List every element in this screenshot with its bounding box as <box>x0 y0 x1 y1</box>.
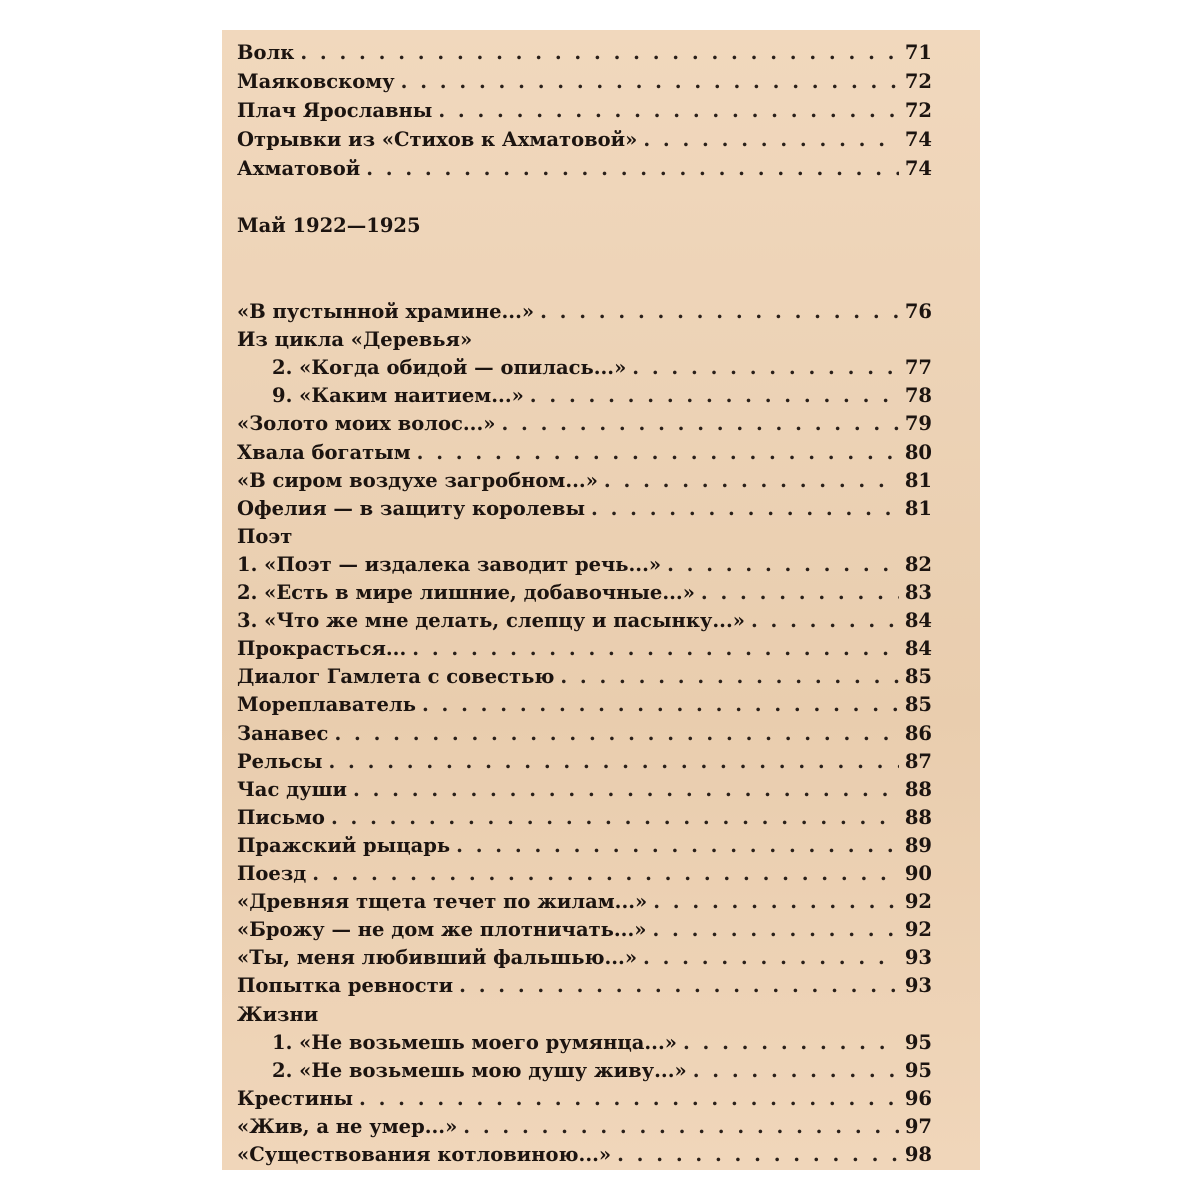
dot-leader <box>560 662 899 691</box>
toc-entry-title: 2. «Не возьмешь мою душу живу...» <box>272 1058 687 1082</box>
toc-entry <box>237 38 932 67</box>
toc-entry-page: 95 <box>904 1030 932 1054</box>
dot-leader <box>353 775 899 804</box>
toc-entry-title: «Ты, меня любивший фальшью...» <box>237 946 638 970</box>
toc-entry-title: Офелия — в защиту королевы <box>237 496 585 520</box>
dot-leader <box>540 297 899 326</box>
toc-entry-page: 71 <box>904 41 932 64</box>
toc-entry-title: Час души <box>237 777 348 801</box>
toc-entry <box>237 887 932 916</box>
toc-entry <box>237 578 932 607</box>
dot-leader <box>643 125 899 154</box>
dot-leader <box>412 634 899 663</box>
toc-group-heading <box>237 522 932 551</box>
toc-entry-title: «Существования котловиною...» <box>237 1143 612 1166</box>
toc-entry-title: Из цикла «Деревья» <box>237 328 473 352</box>
toc-entry <box>237 438 932 467</box>
book-page <box>222 30 980 1170</box>
dot-leader <box>632 353 899 382</box>
dot-leader <box>604 466 899 495</box>
dot-leader <box>331 803 899 832</box>
toc-entry-title: «Жив, а не умер...» <box>237 1114 458 1138</box>
toc-entry <box>237 943 932 972</box>
toc-entry-page: 92 <box>904 918 932 942</box>
toc-entry <box>237 550 932 579</box>
toc-entry <box>237 831 932 860</box>
toc-entry-page: 88 <box>904 777 932 801</box>
toc-entry-title: Письмо <box>237 805 325 829</box>
toc-entry-title: 9. «Каким наитием...» <box>272 384 524 408</box>
dot-leader <box>693 1056 899 1085</box>
toc-entry-title: «Брожу — не дом же плотничать...» <box>237 918 647 942</box>
toc-entry-title: Пражский рыцарь <box>237 833 451 857</box>
dot-leader <box>591 494 899 523</box>
dot-leader <box>751 606 899 635</box>
toc-entry <box>272 1028 932 1057</box>
dot-leader <box>530 381 899 410</box>
dot-leader <box>417 438 899 467</box>
toc-entry-page: 72 <box>904 70 932 93</box>
dot-leader <box>401 67 899 96</box>
dot-leader <box>359 1084 899 1113</box>
toc-entry-page: 84 <box>904 637 932 661</box>
toc-entry <box>237 466 932 495</box>
toc-entry-title: Поэт <box>237 524 293 548</box>
toc-entry-page: 92 <box>904 890 932 914</box>
toc-entry <box>237 690 932 719</box>
toc-entry-title: Диалог Гамлета с совестью <box>237 665 555 689</box>
toc-entry-title: Поезд <box>237 862 307 885</box>
dot-leader <box>667 550 899 579</box>
dot-leader <box>617 1140 899 1169</box>
dot-leader <box>643 943 899 972</box>
toc-entry-page: 96 <box>904 1086 932 1110</box>
toc-entry-title: Рельсы <box>237 749 323 773</box>
toc-entry <box>237 775 932 804</box>
toc-entry-page: 74 <box>904 157 932 180</box>
toc-entry <box>237 96 932 125</box>
toc-entry-page: 90 <box>904 862 932 885</box>
toc-entry-page: 83 <box>904 581 932 604</box>
toc-entry <box>237 494 932 523</box>
toc-entry-title: Ахматовой <box>237 157 361 180</box>
toc-entry-page: 84 <box>904 609 932 633</box>
toc-entry <box>237 67 932 96</box>
toc-entry-page: 85 <box>904 693 932 717</box>
toc-entry-title: Попытка ревности <box>237 974 454 998</box>
toc-entry <box>237 606 932 635</box>
toc-entry-title: Мореплаватель <box>237 693 416 717</box>
toc-entry-page: 95 <box>904 1058 932 1082</box>
toc-entry <box>272 381 932 410</box>
toc-entry <box>237 971 932 1000</box>
toc-entry <box>237 803 932 832</box>
toc-entry-title: «Древняя тщета течет по жилам...» <box>237 890 648 914</box>
toc-entry <box>237 634 932 663</box>
toc-entry-page: 76 <box>904 300 932 323</box>
toc-entry-title: 1. «Поэт — издалека заводит речь...» <box>237 552 662 576</box>
toc-entry <box>272 353 932 382</box>
toc-entry-title: Волк <box>237 41 295 64</box>
toc-entry <box>237 915 932 944</box>
toc-entry-title: «Золото моих волос...» <box>237 412 496 436</box>
toc-entry-title: Прокрасться... <box>237 637 407 661</box>
toc-entry-title: 2. «Когда обидой — опилась...» <box>272 356 627 380</box>
toc-entry-title: Занавес <box>237 721 329 745</box>
dot-leader <box>652 915 898 944</box>
dot-leader <box>501 409 898 438</box>
toc-entry-page: 93 <box>904 974 932 998</box>
toc-entry-page: 85 <box>904 665 932 689</box>
toc-entry-title: Хвала богатым <box>237 440 411 464</box>
dot-leader <box>300 38 899 67</box>
toc-entry-page: 74 <box>904 128 932 151</box>
toc-entry-title: Плач Ярославны <box>237 99 433 122</box>
toc-entry <box>237 719 932 748</box>
toc-group-heading <box>237 1000 932 1029</box>
toc-entry-page: 80 <box>904 440 932 464</box>
section-title: Май 1922—1925 <box>237 214 421 237</box>
toc-entry <box>272 1056 932 1085</box>
dot-leader <box>334 719 898 748</box>
toc-entry-title: 1. «Не возьмешь моего румянца...» <box>272 1030 677 1054</box>
toc-entry-title: «В сиром воздухе загробном...» <box>237 468 598 492</box>
dot-leader <box>459 971 899 1000</box>
dot-leader <box>463 1112 899 1141</box>
toc-entry-page: 82 <box>904 552 932 576</box>
toc-entry-title: Крестины <box>237 1086 354 1110</box>
toc-entry <box>237 409 932 438</box>
toc-entry-title: Маяковскому <box>237 70 395 93</box>
toc-group-heading <box>237 325 932 354</box>
toc-entry-page: 98 <box>904 1143 932 1166</box>
toc-entry-page: 89 <box>904 833 932 857</box>
dot-leader <box>456 831 899 860</box>
toc-entry-page: 88 <box>904 805 932 829</box>
toc-entry-title: 3. «Что же мне делать, слепцу и пасынку...» <box>237 609 745 633</box>
toc-entry-title: «В пустынной храмине...» <box>237 300 535 323</box>
toc-entry-title: Отрывки из «Стихов к Ахматовой» <box>237 128 638 151</box>
dot-leader <box>366 154 899 183</box>
dot-leader <box>422 690 899 719</box>
toc-entry-page: 81 <box>904 468 932 492</box>
toc-entry <box>237 125 932 154</box>
toc-entry-page: 97 <box>904 1114 932 1138</box>
toc-entry-title: 2. «Есть в мире лишние, добавочные...» <box>237 581 695 604</box>
dot-leader <box>653 887 899 916</box>
toc-entry-page: 81 <box>904 496 932 520</box>
toc-entry <box>237 297 932 326</box>
toc-entry-page: 87 <box>904 749 932 773</box>
toc-entry-page: 79 <box>904 412 932 436</box>
toc-entry-title: Жизни <box>237 1002 319 1026</box>
toc-entry <box>237 662 932 691</box>
toc-entry <box>237 1084 932 1113</box>
toc-entry-page: 93 <box>904 946 932 970</box>
toc-entry-page: 86 <box>904 721 932 745</box>
toc-entry <box>237 859 932 888</box>
toc-entry-page: 77 <box>904 356 932 380</box>
toc-entry <box>237 1140 932 1169</box>
dot-leader <box>683 1028 899 1057</box>
dot-leader <box>438 96 899 125</box>
dot-leader <box>701 578 899 607</box>
toc-entry <box>237 1112 932 1141</box>
toc-entry <box>237 154 932 183</box>
dot-leader <box>312 859 899 888</box>
toc-entry-page: 72 <box>904 99 932 122</box>
dot-leader <box>328 747 898 776</box>
toc-entry <box>237 747 932 776</box>
toc-entry-page: 78 <box>904 384 932 408</box>
